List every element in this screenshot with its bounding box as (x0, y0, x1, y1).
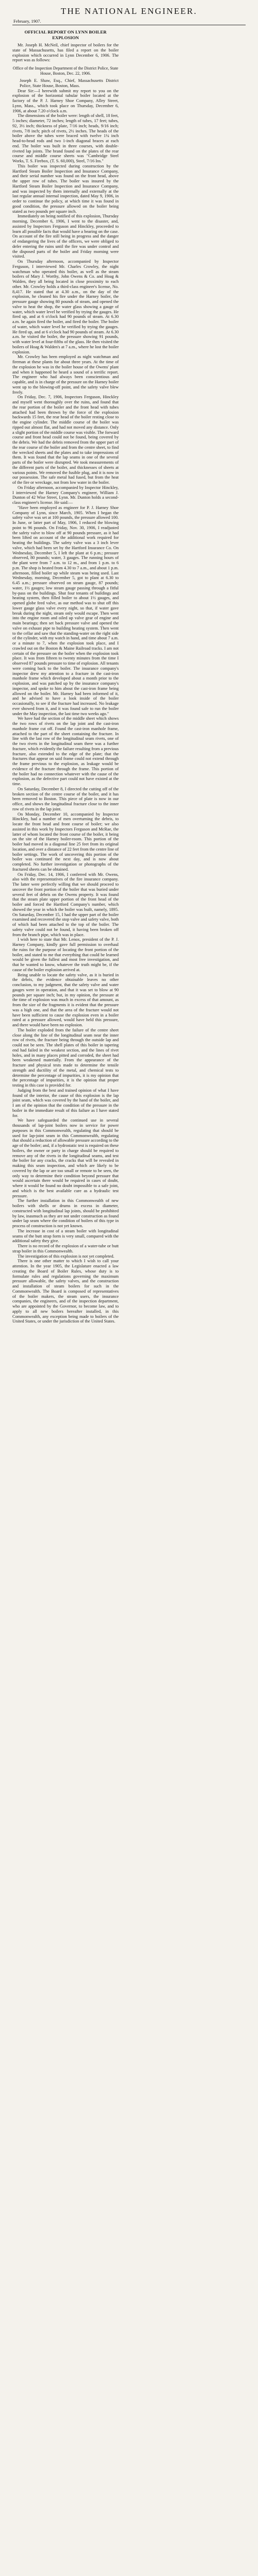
body-paragraph: Mr. Crowley has been employed as night watchman and fireman at these plants for about three years. At the time of the explosion he was in the boiler house of the Owens' plant and when it happened he heard a sound of a terrific report. The engineer who had always been conscientious and capable, and is in charge of the pressure on the Harney boiler went up to the blowing-off point, and the safety valve blew freely. (12, 354, 119, 395)
body-paragraph: The dimensions of the boiler were: length of shell, 18 feet, 5 inches; diameter, 72 inches; length of tubes, 17 feet; tubes, 92, 3½ inch; thickness of plate, 7/16 inch; heads, 9/16 inch; rivets, 7/8 inch; pitch of rivets, 2½ inches. The heads of the boiler above the tubes were braced with twelve 1¼ inch head-to-head rods and two 1-inch diagonal braces at each end. The boiler was built in three courses, with double-riveted lap joints. The brand found on the plates of the rear course and middle course sheets was "Cambridge Steel Works, T. S. Firebox, (T. S. 60,000), Steel, 7/16 Ins." (12, 113, 119, 163)
body-paragraph: On Saturday, December 8, I directed the cutting off of the broken section of the centre course of the boiler, and it has been removed to Boston. This piece of plate is now in our office, and shows the longitudinal fracture close to the inner row of rivets in the lap joint. (12, 786, 119, 811)
article-body (12, 89, 119, 1325)
body-paragraph: I wish here to state that Mr. Lenox, president of the P. J. Harney Company, kindly gave full permission to overhaul the ruins for the purpose of locating the front portion of the boiler, and stated to me that everything that could be learned would be given the fullest and most free investigation, and that he wanted to know, whatever the truth might be, if the cause of the boiler explosion arrived at. (12, 937, 119, 972)
office-line: Office of the Inspection Department of the District Police, State House, Boston, Dec. 22, 1906. (12, 66, 119, 76)
body-paragraph: Immediately on being notified of this explosion, Thursday morning, December 6, 1906, I went to the disaster, and, assisted by Inspectors Ferguson and Hinckley, proceeded to learn all possible facts that would have a bearing on the case. On account of the fire still being in progress and the danger of endangering the lives of the officers, we were obliged to defer entering the ruins until the fire was under control and the disposed parts of the boiler and Friday morning were visited. (12, 214, 119, 259)
body-paragraph: The boiler exploded from the failure of the centre sheet close along the line of the longitudinal seam near the inner row of rivets, the fracture being through the outside lap and could not be seen. The shell plates of this boiler in tapering end had failed in the weakest section, and the lines of rivet holes, and in many places pitted and corroded, the sheet had been weakened materially. From the appearance of the fracture and physical tests made to determine the tensile strength and ductility of the metal, and chemical tests to determine the percentage of impurities, it is my opinion that the percentage of impurities, it is the opinion that proper testing in this case is provided for. (12, 1027, 119, 1088)
body-paragraph: This boiler was inspected during construction by the Hartford Steam Boiler Inspection and Insurance Company, and their serial number was found on the front head, above the upper row of tubes. The boiler was insured by the Hartford Steam Boiler Inspection and Insurance Company, and was inspected by them internally and externally at the last regular annual internal inspection, dated May 9, 1906, in order to continue the policy, at which time it was found in good condition, the pressure allowed on the boiler being stated as two pounds per square inch. (12, 163, 119, 214)
body-paragraph: The investigation of this explosion is not yet completed. (18, 1253, 115, 1259)
body-paragraph: There is no record of the explosion of a water-tube or butt strap boiler in this Commonwealth. (12, 1244, 119, 1253)
body-paragraph: On Friday, Dec. 14, 1906, I conferred with Mr. Owens, also with the representatives of the fire insurance company. The latter were perfectly willing that we should proceed to uncover the front portion of the boiler that was buried under several feet of debris on the Owens property. It was found that the steam plate upper portion of the front head of the boiler and forced the Hartford Company's number, which showed the year in which the boiler was built, namely, 1895. On Saturday, December 15, I had the upper part of the boiler examined and recovered the stop valve and safety valve, both of which had been attached to the top of the boiler. The safety valve could not be found, it having been broken off from the branch pipe, which was in place. (12, 872, 119, 937)
body-paragraph: On Friday afternoon, accompanied by Inspector Hinckley, I interviewed the Harney Company's engineer, William J. Dunton of 42 Wise Street, Lynn. Mr. Dunton holds a second-class engineer's license. He said:— (12, 485, 119, 505)
body-paragraph: Dear Sir:—I herewith submit my report to you on the explosion of the horizontal tubular boiler located at the factory of the P. J. Harney Shoe Company, Alley Street, Lynn, Mass., which took place on Thursday, December 6, 1906, at about 7.20 o'clock a.m. (12, 88, 119, 113)
body-paragraph: On Thursday afternoon, accompanied by Inspector Ferguson, I interviewed Mr. Charles Crowley, the night watchman who operated this boiler, as well as the steam boilers of Mary J. Worthy, John Owens & Co. and Hoag & Walden, they all being located in close proximity to each other. Mr. Crowley holds a third-class engineer's license, No. 8,417. He stated that at 4.30 a.m., on the day of the explosion, he cleaned his fire under the Harney boiler, the pressure gauge showing 80 pounds of steam, and opened the valve to heat the shop, the water glass showing a gauge of water, which water level he verified by trying the gauges. He fired up, and at 6 o'clock had 90 pounds of steam. At 6.30 a.m. he again fired the boiler, and fired the boiler. The boiler of water, which water level he verified by trying the gauges. He fired up, and at 6 o'clock had 90 pounds of steam. At 6.30 a.m. he visited the boiler, the pressure showing 91 pounds, with water level at four-fifths of the glass. He then visited the boilers of Hoag & Walden's at 7 a.m., where he lost the boiler explosion. (12, 259, 119, 354)
masthead: THE NATIONAL ENGINEER. (60, 6, 198, 16)
article-column (12, 29, 119, 1324)
body-paragraph: "Have been employed as engineer for P. J. Harney Shoe Company of Lynn, since March, 1905. When I began the safety valve was set at 100 pounds, the pressure allowed 100. In June, or latter part of May, 1906, I reduced the blowing point to 96 pounds. On Friday, Nov. 30, 1906, I readjusted the safety valve to blow off at 90 pounds pressure, as it had been lifted on account of the additional work required for heating the buildings. The safety valve was a 3 inch lever valve, which had been set by the Hartford Insurance Co. On Wednesday, December 5, I left the plant at 6 p.m.; pressure observed, 80 pounds; water, 3 gauges. The running hours of the plant were from 7 a.m. to 12 m., and from 1 p.m. to 6 p.m. The shop is heated from 4.30 to 7 a.m., and about 1 p.m. afternoon, filled boiler up while steam was being used. Last Wednesday, morning, December 5, got to plant at 6.30 to 6.45 a.m.; pressure observed on steam gauge, 87 pounds; water, 1½ gauges; low steam gauge passing through a fitful by-pass on the buildings. Shut four tenants of buildings and heating system, then filled boiler to about 1½ gauges, and opened globe feed valve, as our method was to shut off this lower gauge glass valve every night, so that, if water gave break during the night, steam only would escape. Then went into the engine room and oiled up valve gear of engine and main bearings; then set back pressure valve and opened the valve on exhaust pipe to building heating system. Then went to the cellar and saw that the standing-water on the right side of the cylinder, with my watch in hand, and time about 7 a.m. or a minute to 7, when the explosion took place, and I crawled out on the Boston & Maine Railroad tracks. I am not certain of the pressure on the boiler when the explosion took place. It was from fifteen to twenty minutes from the time I observed 87 pounds pressure to time of explosion. All tenants were coming back to the boiler. The insurance company's inspector drew my attention to a fracture in the cast-iron manhole frame which developed about a month prior to the explosion, and was patched up by the insurance company's inspector, and spoke to him about the cast-iron frame being allowed on the boiler. Mr. Harney had been informed of it, and he advised to have a look inside of the boiler occasionally, to see if the fracture had increased. No leakage ever showed from it, and it was found safe to run the boiler under the May inspection, the last time two weeks ago." (12, 505, 119, 716)
article-headline: OFFICIAL REPORT ON LYNN BOILER EXPLOSION (24, 29, 107, 40)
body-paragraph: We have safeguarded the continued use in several thousands of lap-joint boilers now in service for power purposes in this Commonwealth, regulating that should be used for lap-joint seam in this Commonwealth, regulating that should a reduction of allowable pressure according to the age of the boiler; and, if a hydrostatic test is required on these boilers, the owner or party in charge should be required to remove any of the rivets in the longitudinal seams, and test the boiler for any cracks, the cracks that will be revealed in making this seam inspection, and which are likely to be covered by the lap or are too small or remote to be seen, the only way to determine their condition beyond pressure that would ascertain there would be required in cases of doubt, where it would be found no doubt impossible to a safe joint, and which is the best available cure as a hydraulic test pressure. (12, 1118, 119, 1198)
dateline: February, 1907. (13, 19, 41, 24)
body-paragraph: There is one other matter to which I wish to call your attention. In the year 1905, the Legislature enacted a law creating the Board of Boiler Rules, whose duty is to formulate rules and regulations governing the maximum pressure allowable, the safety valves, and the construction and installation of steam boilers for such in the Commonwealth. The Board is composed of representatives of the boiler makers, the steam users, the insurance companies, the engineers, and of the inspection department, who are appointed by the Governor, to become law, and to apply to all new boilers hereafter installed, in this Commonwealth, any exception being made to boilers of the United States, or under the jurisdiction of the United States. (12, 1259, 119, 1324)
body-paragraph: Judging from the best and trained opinion of what I have found of the interior, the cause of this explosion is the lap joint seam, which was covered by the hand of the boiler, and I am of the opinion that the condition of the pressure in the boiler in the immediate result of this failure as I have stated for. (12, 1088, 119, 1118)
body-paragraph: On Monday, December 10, accompanied by Inspector Hinckley, had a number of men overturning the debris, to locate the front head and front course of boiler; we also assisted in this work by Inspectors Ferguson and McRae, the latter of whom located the front course of the boiler, it being on the site of the Harney boiler-room. This portion of the boiler had moved in a diagonal line 25 feet from its original location, and over a distance of 22 feet from the centre line of boiler settings. The work of uncovering this portion of the boiler was continued the next day, and is now about completed. No further investigation or photographs of the fractured sheets can be obtained. (12, 811, 119, 872)
body-paragraph: The increase in cost of a steam boiler with longitudinal seams of the butt strap form is very small, compared with the additional safety they give. (12, 1228, 119, 1244)
body-paragraph: The further installation in this Commonwealth of new boilers with shells or drums in excess in diameter, constructed with longitudinal lap joints, should be prohibited by law, inasmuch as they are not under construction as found under lap seam where the condition of boilers of this type in process of construction is not yet known. (12, 1198, 119, 1228)
address-block (12, 66, 119, 89)
body-paragraph: We have had the section of the middle sheet which shows the two rows of rivets on the lap joint and the cast-iron manhole frame cut off. Found the cast-iron manhole frame, attached to the part of the sheet containing the fracture. In line with the last row of the longitudinal seam rivets, one of the two rivets in the longitudinal seam there was a further fracture, which evidently the failure resulting from a previous fracture, also extended to the edge of the plate; that the fractures that appear on said frame could not extend through the frame previous to the explosion, as leakage would be evidence of the fracture through the frame. This portion of the boiler had no connection whatever with the cause of the explosion, as the defective part could not have existed at the time. (12, 716, 119, 786)
body-paragraph: On Friday, Dec. 7, 1906, Inspectors Ferguson, Hinckley and myself went thoroughly over the ruins, and found that the rear portion of the boiler and the front head with tubes attached had been thrown by the force of the explosion backwards 15 feet, the rear head of the boiler resting close to the engine cylinder. The middle course of the boiler was ripped out almost flat, and had not moved any distance. Only a slight portion of the middle course was visible. The forward course and front head could not be found, being covered by the debris. We had the debris removed from the upper part of the rear course of the boiler and from the centre sheet, to find the wrecked sheets and the plates and to take impressions of them. It was found that the lap seams in one of the several parts of the boiler were disrupted. We took measurements of the different parts of the boiler, and thicknesses of sheets at various points. We removed the fusible plug, and it is now in our possession. The safe metal had fused, but from the heat of the fire or wreckage, not from low water in the boiler. (12, 395, 119, 485)
body-paragraph: Being unable to locate the safety valve, as it is buried in the debris, the evidence obtainable leaves no other conclusion, to my judgment, that the safety valve and water gauges were in operation, and that it was set to blow at 90 pounds per square inch; but, in my opinion, the pressure at the time of explosion was much in excess of that amount, as from the size of the fragments it is evident that the pressure was a high one, and that the area of the fracture would not have been sufficient to cause the explosion even in a boiler rated at a pressure allowed, would have held this pressure, and there would have been no explosion. (12, 972, 119, 1027)
recipient-line: Joseph E. Shaw, Esq., Chief, Massachusetts District Police, State House, Boston, Mass. (20, 78, 119, 88)
intro-paragraph: Mr. Joseph H. McNeil, chief inspector of boilers for the state of Massachusetts, has filed a report on the boiler explosion which occurred in Lynn December 6, 1906. The report was as follows: (12, 43, 119, 63)
